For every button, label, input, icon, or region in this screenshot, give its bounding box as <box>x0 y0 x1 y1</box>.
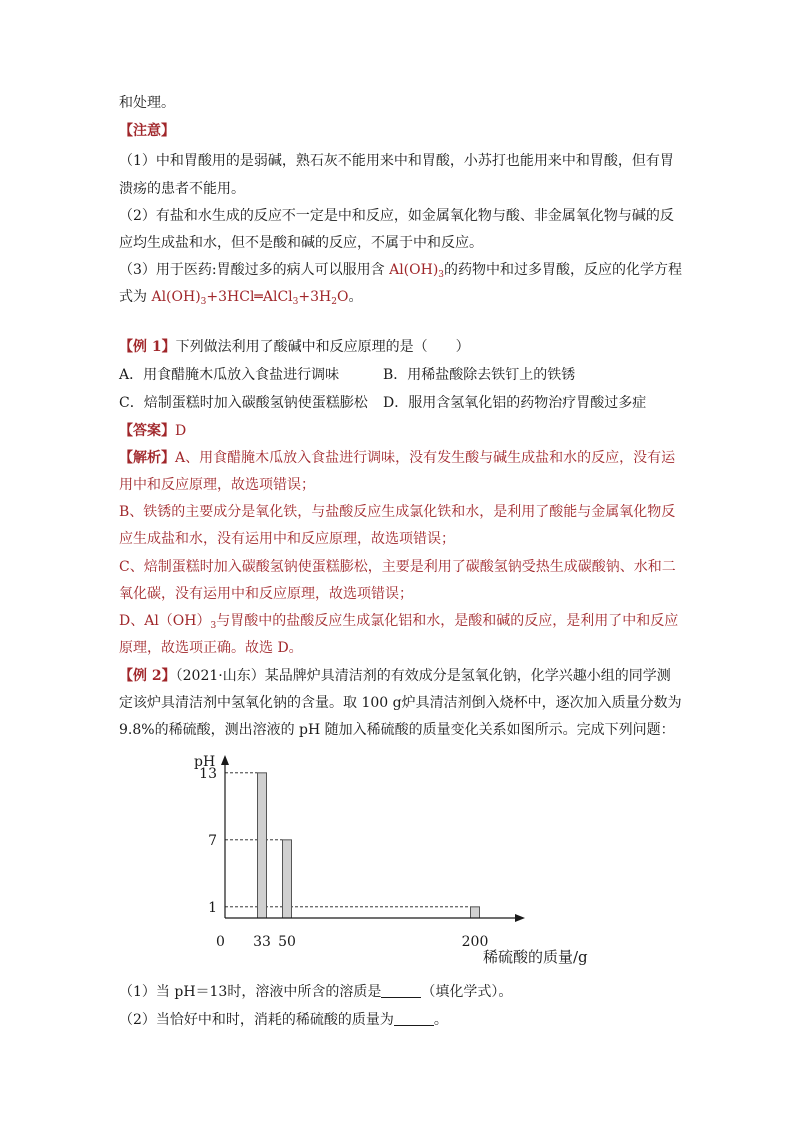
note-3-line-2 <box>119 287 679 307</box>
example-2-line-2: 定该炉具清洁剂中氢氧化钠的含量。取 100 g炉具清洁剂倒入烧杯中，逐次加入质量分数为 <box>119 695 682 711</box>
answer-line <box>119 421 679 441</box>
example-2-line-1 <box>119 666 679 686</box>
note-3-text: 的药物中和过多胃酸，反应的化学方程 <box>444 262 683 278</box>
chemical-equation <box>151 289 348 305</box>
analysis-text: D、Al（OH） <box>119 613 211 629</box>
chemical-formula: Al(OH) <box>389 262 439 278</box>
analysis-text: 与胃酸中的盐酸反应生成氯化铝和水，是酸和碱的反应，是利用了中和反应 <box>216 613 679 629</box>
note-1-line-2: 溃疡的患者不能用。 <box>119 181 245 197</box>
x-tick-label: 33 <box>253 934 271 950</box>
text-line: 和处理。 <box>119 95 175 111</box>
note-2-line-1: （2）有盐和水生成的反应不一定是中和反应，如金属氧化物与酸、非金属氧化物与碱的反 <box>119 208 674 224</box>
bar-group <box>258 773 480 918</box>
formula-subscript: 3 <box>438 270 445 280</box>
question-text: （填化学式）。 <box>421 984 513 1000</box>
example-2-tag: 【例 2】 <box>119 668 176 684</box>
example-1-question <box>119 337 679 357</box>
analysis-b-line-1: B、铁锈的主要成分是氧化铁，与盐酸反应生成氯化铁和水，是利用了酸能与金属氧化物反 <box>119 504 676 520</box>
eq-part: Al(OH) <box>151 289 201 305</box>
origin-label: 0 <box>216 934 225 950</box>
example-2-line-3: 9.8%的稀硫酸，测出溶液的 pH 随加入稀硫酸的质量变化关系如图所示。完成下列问题： <box>119 722 675 738</box>
note-3-line-1 <box>119 260 683 280</box>
example-1-tag: 【例 1】 <box>119 339 176 355</box>
answer-value: D <box>175 423 187 439</box>
eq-subscript: 3 <box>200 297 207 307</box>
question-text: 。 <box>433 1012 448 1028</box>
tick-labels <box>199 766 488 950</box>
option-a: A．用食醋腌木瓜放入食盐进行调味 <box>119 367 340 383</box>
question-text: （2）当恰好中和时，消耗的稀硫酸的质量为 <box>119 1012 394 1028</box>
x-axis-arrow <box>515 914 525 922</box>
formula-subscript: 3 <box>210 621 217 631</box>
analysis-c-line-2: 氧化碳，没有运用中和反应原理，故选项错误； <box>119 586 413 602</box>
option-c: C．焙制蛋糕时加入碳酸氢钠使蛋糕膨松 <box>119 395 368 411</box>
ph-bar-chart <box>190 750 610 980</box>
note-2-line-2: 应均生成盐和水，但不是酸和碱的反应，不属于中和反应。 <box>119 235 483 251</box>
eq-subscript: 3 <box>292 297 299 307</box>
analysis-d-line-1 <box>119 611 679 631</box>
y-tick-label: 7 <box>208 832 217 849</box>
x-tick-label: 200 <box>461 934 489 950</box>
bar <box>258 773 267 918</box>
note-3-text: （3）用于医药:胃酸过多的病人可以服用含 <box>119 262 390 278</box>
analysis-tag: 【解析】 <box>119 450 175 466</box>
option-b: B．用稀盐酸除去铁钉上的铁锈 <box>383 367 576 383</box>
note-heading: 【注意】 <box>119 123 175 139</box>
answer-blank[interactable] <box>381 983 421 998</box>
analysis-a-line-1 <box>119 448 679 468</box>
y-tick-label: 1 <box>208 899 217 916</box>
analysis-b-line-2: 应生成盐和水，没有运用中和反应原理，故选项错误； <box>119 531 455 547</box>
bar <box>471 907 480 918</box>
y-axis-label: pH <box>194 754 216 770</box>
eq-subscript: 2 <box>331 297 337 307</box>
analysis-c-line-1: C、焙制蛋糕时加入碳酸氢钠使蛋糕膨松，主要是利用了碳酸氢钠受热生成碳酸钠、水和二 <box>119 559 676 575</box>
example-2-question-2 <box>119 1010 679 1030</box>
y-tick-label: 13 <box>199 765 217 782</box>
analysis-d-line-2: 原理，故选项正确。故选 D。 <box>119 640 303 656</box>
analysis-a-line-2: 用中和反应原理，故选项错误； <box>119 477 315 493</box>
eq-part: +3H <box>298 289 332 305</box>
option-d: D．服用含氢氧化铝的药物治疗胃酸过多症 <box>383 395 647 411</box>
example-1-text: 下列做法利用了酸碱中和反应原理的是（ ） <box>175 339 470 355</box>
x-tick-label: 50 <box>278 934 296 950</box>
example-2-question-1 <box>119 982 679 1002</box>
x-axis-label: 稀硫酸的质量/g <box>483 948 588 966</box>
note-1-line-1: （1）中和胃酸用的是弱碱，熟石灰不能用来中和胃酸，小苏打也能用来中和胃酸，但有胃 <box>119 153 674 169</box>
example-2-text: （2021·山东）某品牌炉具清洁剂的有效成分是氢氧化钠，化学兴趣小组的同学测 <box>175 668 671 684</box>
note-3-text: 式为 <box>119 289 152 305</box>
options-row-2 <box>119 393 679 413</box>
bar <box>283 840 292 918</box>
answer-blank[interactable] <box>394 1011 434 1026</box>
eq-part: +3HCl═AlCl <box>206 289 293 305</box>
analysis-text: A、用食醋腌木瓜放入食盐进行调味，没有发生酸与碱生成盐和水的反应，没有运 <box>175 450 676 466</box>
y-axis-arrow <box>221 755 229 765</box>
note-3-text: 。 <box>348 289 363 305</box>
question-text: （1）当 pH＝13时，溶液中所含的溶质是 <box>119 984 382 1000</box>
options-row-1 <box>119 365 679 385</box>
answer-tag: 【答案】 <box>119 423 175 439</box>
eq-part: O <box>336 289 349 305</box>
